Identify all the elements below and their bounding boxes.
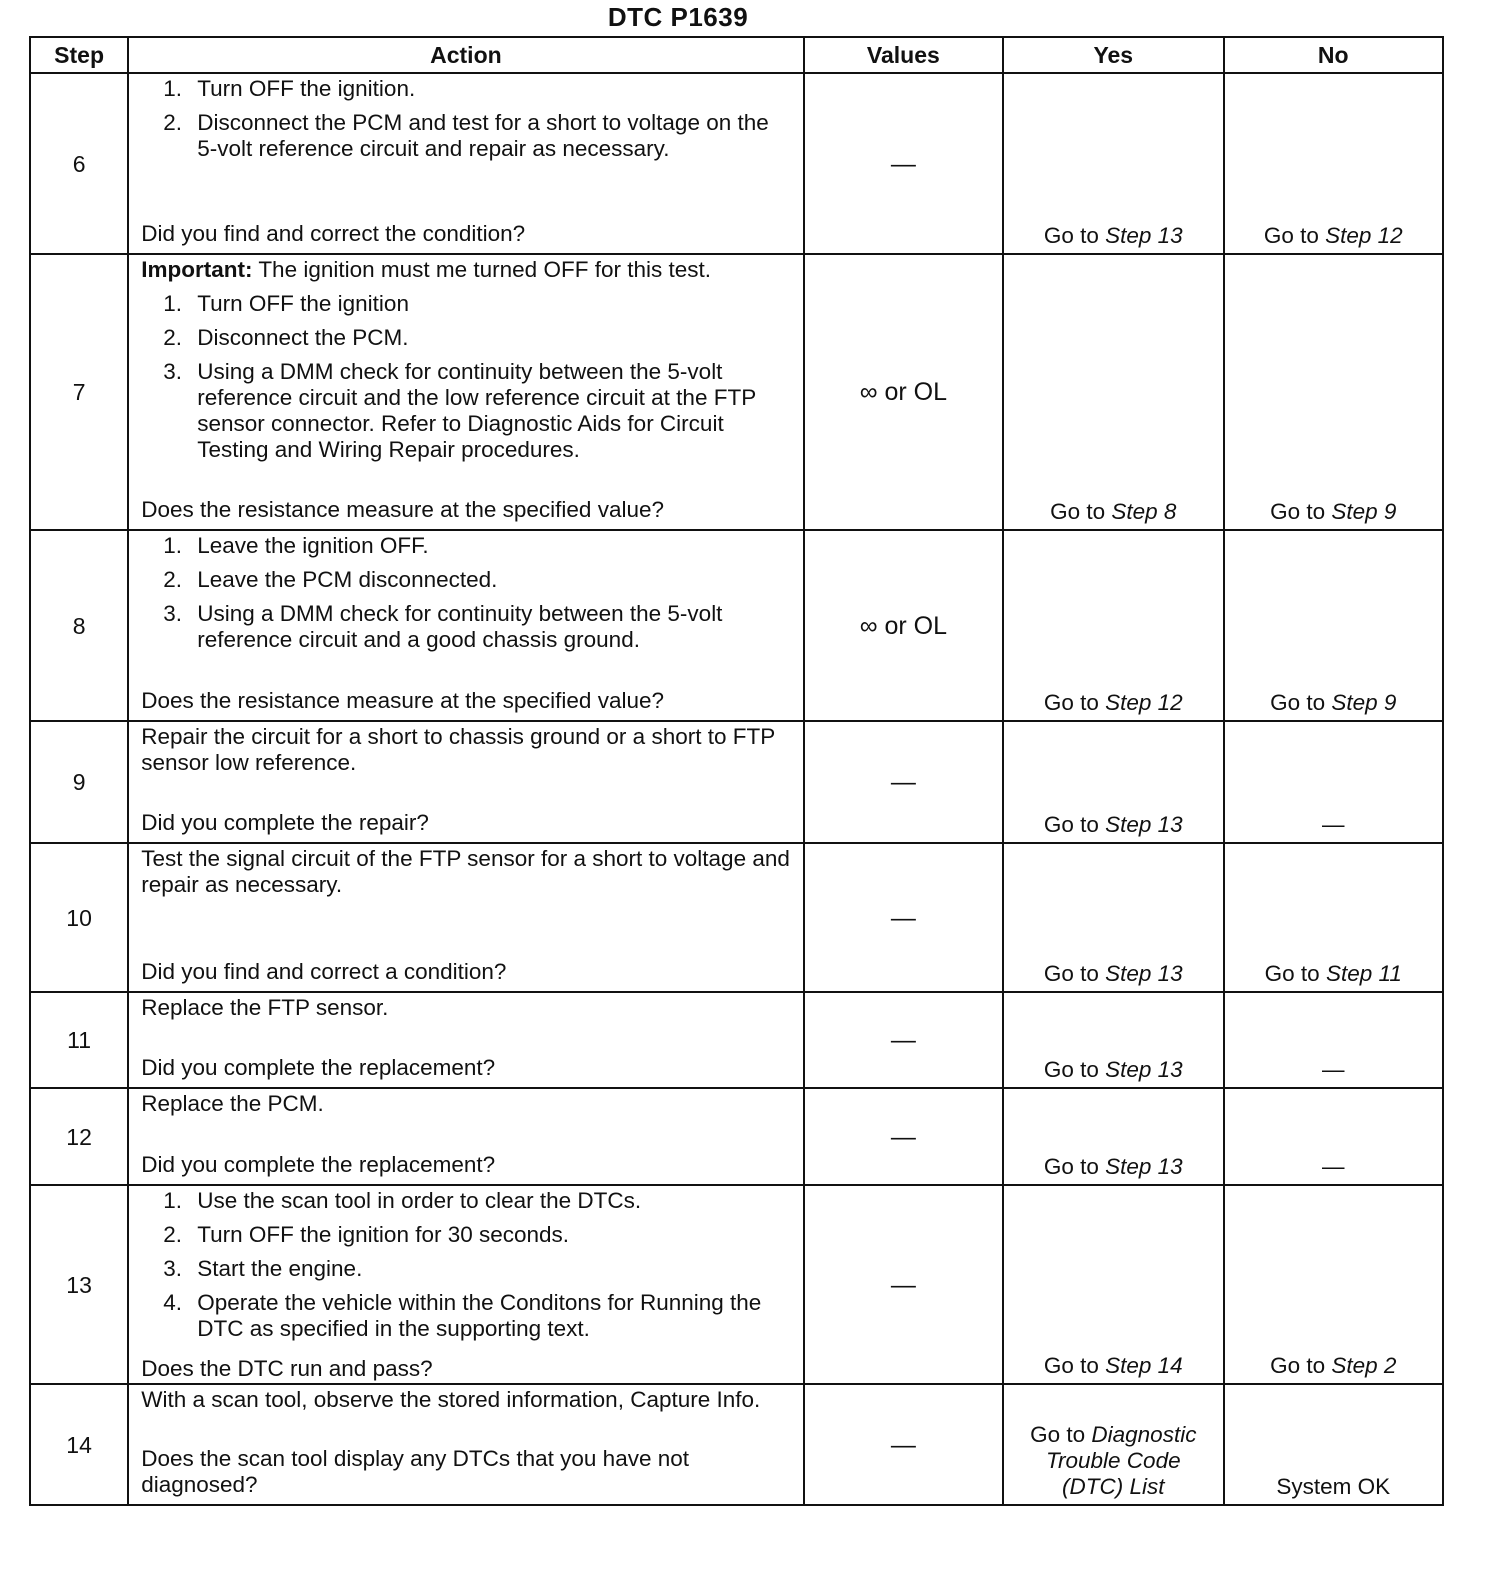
action-cell bbox=[128, 1185, 803, 1384]
action-question: Does the resistance measure at the specified value? bbox=[141, 497, 664, 522]
list-item bbox=[163, 567, 794, 593]
yes-goto-prefix: Go to bbox=[1030, 1422, 1086, 1447]
list-item bbox=[163, 533, 794, 559]
values-cell: — bbox=[804, 1384, 1003, 1505]
header-step: Step bbox=[30, 37, 128, 73]
header-action: Action bbox=[128, 37, 803, 73]
no-goto-prefix: Go to bbox=[1270, 499, 1326, 524]
yes-cell bbox=[1003, 1185, 1223, 1384]
list-item-text: Using a DMM check for continuity between the 5-volt reference circuit and a good chassis ground. bbox=[197, 601, 723, 652]
action-question: Does the scan tool display any DTCs that you have not diagnosed? bbox=[141, 1446, 690, 1497]
list-item-number: 2. bbox=[163, 110, 182, 135]
list-item-text: Disconnect the PCM and test for a short to voltage on the 5-volt reference circuit and repair as necessary. bbox=[197, 110, 769, 161]
action-instructions bbox=[141, 76, 794, 170]
action-instructions bbox=[141, 257, 794, 471]
table-row bbox=[30, 992, 1443, 1088]
list-item-text: Leave the ignition OFF. bbox=[197, 533, 429, 558]
action-question: Did you complete the repair? bbox=[141, 810, 429, 835]
action-question: Did you find and correct the condition? bbox=[141, 221, 526, 246]
important-label: Important: bbox=[141, 257, 253, 282]
list-item-text: Leave the PCM disconnected. bbox=[197, 567, 498, 592]
page-title: DTC P1639 bbox=[607, 2, 749, 32]
action-content bbox=[141, 1188, 794, 1381]
action-steps-list bbox=[141, 76, 794, 162]
values-cell: — bbox=[804, 992, 1003, 1088]
action-content bbox=[141, 533, 794, 714]
table-row bbox=[30, 254, 1443, 530]
no-cell bbox=[1224, 1185, 1444, 1384]
list-item-text: Use the scan tool in order to clear the DTCs. bbox=[197, 1188, 642, 1213]
yes-goto-prefix: Go to bbox=[1043, 812, 1099, 837]
values-cell: — bbox=[804, 721, 1003, 843]
step-number: 13 bbox=[30, 1185, 128, 1384]
list-item-number: 2. bbox=[163, 567, 182, 592]
action-question: Did you complete the replacement? bbox=[141, 1055, 496, 1080]
action-content bbox=[141, 846, 794, 985]
action-steps-list bbox=[141, 1188, 794, 1342]
action-steps-list bbox=[141, 291, 794, 463]
action-question: Did you find and correct a condition? bbox=[141, 959, 507, 984]
step-number: 9 bbox=[30, 721, 128, 843]
list-item-number: 3. bbox=[163, 1256, 182, 1281]
action-instructions bbox=[141, 724, 794, 784]
no-cell bbox=[1224, 530, 1444, 721]
values-cell: ∞ or OL bbox=[804, 530, 1003, 721]
list-item-number: 4. bbox=[163, 1290, 182, 1315]
list-item bbox=[163, 76, 794, 102]
action-instructions bbox=[141, 995, 794, 1029]
list-item-number: 1. bbox=[163, 1188, 182, 1213]
action-question: Does the resistance measure at the specified value? bbox=[141, 688, 664, 713]
list-item-number: 2. bbox=[163, 1222, 182, 1247]
action-cell bbox=[128, 73, 803, 254]
header-no: No bbox=[1224, 37, 1444, 73]
yes-goto-link[interactable]: Step 13 bbox=[1105, 223, 1183, 248]
step-number: 7 bbox=[30, 254, 128, 530]
table-row bbox=[30, 530, 1443, 721]
no-goto-link[interactable]: Step 9 bbox=[1331, 499, 1397, 524]
list-item-text: Using a DMM check for continuity between the 5-volt reference circuit and the low reference circuit at the FTP sensor connector. Refer to Diagnostic Aids for Circuit Testing and Wiring Repair procedures. bbox=[197, 359, 756, 462]
no-goto-prefix: Go to bbox=[1270, 1353, 1326, 1378]
table-row bbox=[30, 843, 1443, 992]
yes-goto-link[interactable]: Step 13 bbox=[1105, 961, 1183, 986]
list-item bbox=[163, 359, 794, 463]
yes-goto-link[interactable]: Step 12 bbox=[1105, 690, 1183, 715]
yes-goto-link[interactable]: Step 13 bbox=[1105, 812, 1183, 837]
action-cell bbox=[128, 721, 803, 843]
no-goto-prefix: Go to bbox=[1270, 690, 1326, 715]
action-question: Did you complete the replacement? bbox=[141, 1152, 496, 1177]
step-number: 10 bbox=[30, 843, 128, 992]
action-instructions bbox=[141, 533, 794, 661]
no-goto-link[interactable]: Step 12 bbox=[1325, 223, 1403, 248]
list-item-number: 3. bbox=[163, 601, 182, 626]
list-item-number: 1. bbox=[163, 291, 182, 316]
yes-cell bbox=[1003, 530, 1223, 721]
values-cell: — bbox=[804, 1088, 1003, 1185]
action-content bbox=[141, 995, 794, 1081]
list-item bbox=[163, 1256, 794, 1282]
values-cell: — bbox=[804, 843, 1003, 992]
table-row bbox=[30, 1088, 1443, 1185]
step-number: 6 bbox=[30, 73, 128, 254]
action-paragraph: Replace the PCM. bbox=[141, 1091, 324, 1116]
no-result-text: — bbox=[1322, 1154, 1345, 1179]
yes-goto-prefix: Go to bbox=[1043, 223, 1099, 248]
table-header-row bbox=[30, 37, 1443, 73]
action-cell bbox=[128, 530, 803, 721]
no-cell bbox=[1224, 843, 1444, 992]
important-text: The ignition must me turned OFF for this test. bbox=[258, 257, 711, 282]
table-row bbox=[30, 721, 1443, 843]
list-item-text: Operate the vehicle within the Conditons for Running the DTC as specified in the supporting text. bbox=[197, 1290, 762, 1341]
step-number: 12 bbox=[30, 1088, 128, 1185]
yes-cell bbox=[1003, 721, 1223, 843]
header-values: Values bbox=[804, 37, 1003, 73]
no-result-text: System OK bbox=[1276, 1474, 1391, 1499]
step-number: 8 bbox=[30, 530, 128, 721]
no-cell bbox=[1224, 254, 1444, 530]
action-steps-list bbox=[141, 533, 794, 653]
list-item bbox=[163, 325, 794, 351]
no-goto-prefix: Go to bbox=[1264, 961, 1320, 986]
action-paragraph: Repair the circuit for a short to chassis ground or a short to FTP sensor low reference. bbox=[141, 724, 775, 775]
list-item bbox=[163, 291, 794, 317]
yes-goto-link[interactable]: Step 8 bbox=[1111, 499, 1177, 524]
diagnostic-table bbox=[29, 36, 1444, 1506]
list-item-number: 2. bbox=[163, 325, 182, 350]
yes-cell bbox=[1003, 843, 1223, 992]
list-item bbox=[163, 110, 794, 162]
action-content bbox=[141, 724, 794, 836]
action-question: Does the DTC run and pass? bbox=[141, 1356, 433, 1381]
no-cell bbox=[1224, 73, 1444, 254]
action-content bbox=[141, 1091, 794, 1178]
action-instructions bbox=[141, 1091, 794, 1125]
step-number: 11 bbox=[30, 992, 128, 1088]
yes-goto-prefix: Go to bbox=[1043, 1154, 1099, 1179]
yes-goto-prefix: Go to bbox=[1043, 690, 1099, 715]
no-goto-link[interactable]: Step 9 bbox=[1331, 690, 1397, 715]
no-result-text: — bbox=[1322, 1057, 1345, 1082]
no-result-text: — bbox=[1322, 812, 1345, 837]
list-item bbox=[163, 1222, 794, 1248]
yes-goto-prefix: Go to bbox=[1050, 499, 1106, 524]
action-paragraph: Replace the FTP sensor. bbox=[141, 995, 389, 1020]
table-row bbox=[30, 73, 1443, 254]
list-item-text: Disconnect the PCM. bbox=[197, 325, 409, 350]
values-cell: — bbox=[804, 73, 1003, 254]
yes-cell bbox=[1003, 1384, 1223, 1505]
no-goto-prefix: Go to bbox=[1263, 223, 1319, 248]
values-cell: ∞ or OL bbox=[804, 254, 1003, 530]
list-item-text: Turn OFF the ignition for 30 seconds. bbox=[197, 1222, 570, 1247]
list-item bbox=[163, 601, 794, 653]
yes-cell bbox=[1003, 254, 1223, 530]
important-note bbox=[141, 257, 794, 283]
yes-goto-prefix: Go to bbox=[1043, 961, 1099, 986]
action-content bbox=[141, 257, 794, 523]
yes-goto-link[interactable]: Step 13 bbox=[1105, 1154, 1183, 1179]
action-instructions bbox=[141, 846, 794, 906]
list-item-number: 1. bbox=[163, 533, 182, 558]
header-yes: Yes bbox=[1003, 37, 1223, 73]
no-goto-link[interactable]: Step 11 bbox=[1325, 961, 1402, 986]
action-cell bbox=[128, 254, 803, 530]
no-cell bbox=[1224, 1088, 1444, 1185]
no-cell bbox=[1224, 721, 1444, 843]
action-cell bbox=[128, 992, 803, 1088]
action-paragraph: Test the signal circuit of the FTP sensor for a short to voltage and repair as necessary. bbox=[141, 846, 790, 897]
table-row bbox=[30, 1185, 1443, 1384]
list-item-number: 3. bbox=[163, 359, 182, 384]
yes-goto-link[interactable]: Step 13 bbox=[1105, 1057, 1183, 1082]
step-number: 14 bbox=[30, 1384, 128, 1505]
list-item-text: Start the engine. bbox=[197, 1256, 363, 1281]
action-content bbox=[141, 1387, 794, 1498]
action-paragraph: With a scan tool, observe the stored information, Capture Info. bbox=[141, 1387, 761, 1412]
yes-goto-link[interactable]: Step 14 bbox=[1105, 1353, 1183, 1378]
action-instructions bbox=[141, 1387, 794, 1421]
no-cell bbox=[1224, 992, 1444, 1088]
no-goto-link[interactable]: Step 2 bbox=[1331, 1353, 1397, 1378]
list-item-text: Turn OFF the ignition. bbox=[197, 76, 416, 101]
no-cell bbox=[1224, 1384, 1444, 1505]
action-cell bbox=[128, 1088, 803, 1185]
action-cell bbox=[128, 1384, 803, 1505]
yes-cell bbox=[1003, 73, 1223, 254]
yes-goto-link[interactable]: Diagnostic Trouble Code (DTC) List bbox=[1045, 1422, 1197, 1499]
table-row bbox=[30, 1384, 1443, 1505]
action-content bbox=[141, 76, 794, 247]
list-item-text: Turn OFF the ignition bbox=[197, 291, 409, 316]
values-cell: — bbox=[804, 1185, 1003, 1384]
list-item-number: 1. bbox=[163, 76, 182, 101]
yes-cell bbox=[1003, 992, 1223, 1088]
yes-goto-prefix: Go to bbox=[1043, 1057, 1099, 1082]
list-item bbox=[163, 1290, 794, 1342]
action-cell bbox=[128, 843, 803, 992]
yes-goto-prefix: Go to bbox=[1043, 1353, 1099, 1378]
action-instructions bbox=[141, 1188, 794, 1350]
list-item bbox=[163, 1188, 794, 1214]
yes-cell bbox=[1003, 1088, 1223, 1185]
